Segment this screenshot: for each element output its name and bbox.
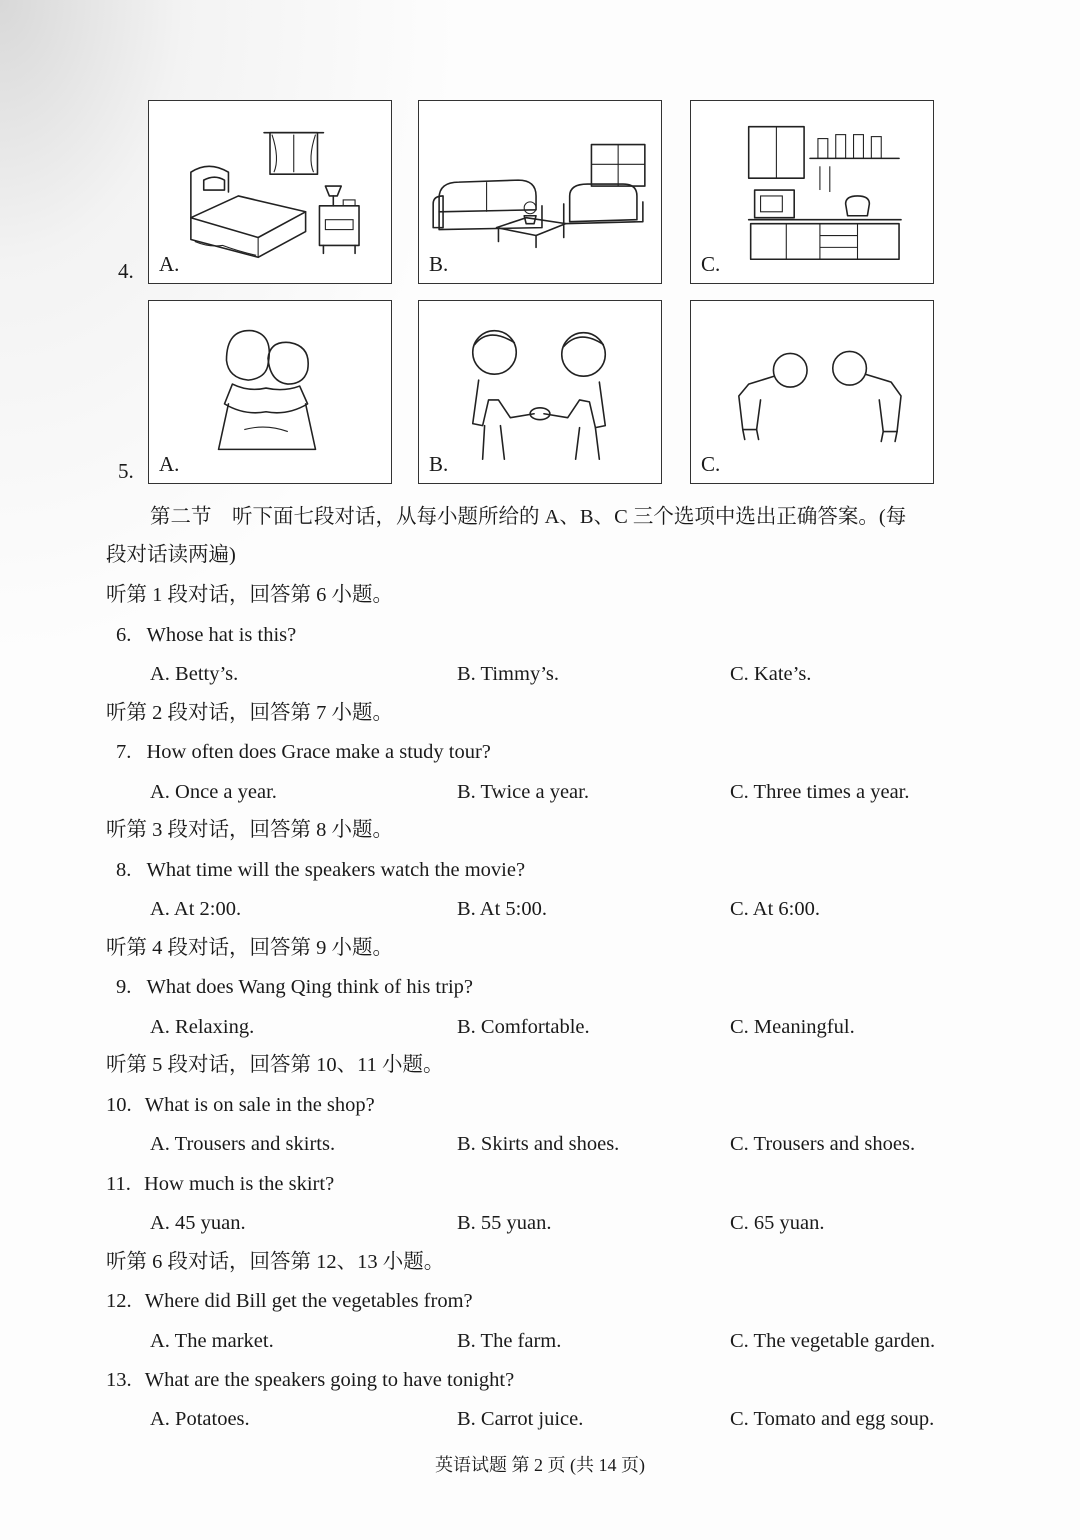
dialogue-instruction: 听第 4 段对话，回答第 9 小题。 — [106, 937, 393, 959]
picture-5b-shaking-hands — [418, 300, 662, 484]
option-label: B. — [429, 252, 449, 276]
question-number: 12. — [106, 1290, 132, 1312]
question-13 — [106, 1370, 514, 1391]
picture-4a-bedroom — [148, 100, 392, 284]
question-4-pictures — [118, 100, 948, 290]
option-c: C. Trousers and shoes. — [730, 1133, 916, 1155]
dialogue-instruction: 听第 3 段对话，回答第 8 小题。 — [106, 819, 393, 841]
question-text: What does Wang Qing think of his trip? — [146, 976, 473, 998]
question-5-pictures — [118, 300, 948, 490]
dialogue-instruction: 听第 5 段对话，回答第 10、11 小题。 — [106, 1054, 444, 1076]
option-a: A. Relaxing. — [150, 1016, 255, 1038]
section-2-instruction: 第二节 听下面七段对话，从每小题所给的 A、B、C 三个选项中选出正确答案。(每 — [150, 506, 907, 528]
question-text: Where did Bill get the vegetables from? — [144, 1290, 473, 1312]
option-b: B. Carrot juice. — [457, 1408, 584, 1430]
living-room-illustration — [419, 101, 661, 283]
option-c: C. Meaningful. — [730, 1016, 855, 1038]
option-b: B. At 5:00. — [457, 898, 547, 920]
bedroom-illustration — [149, 101, 391, 283]
option-b: B. The farm. — [457, 1330, 562, 1352]
question-number: 13. — [106, 1369, 132, 1391]
option-a: A. Betty’s. — [150, 663, 239, 685]
question-5-number: 5. — [118, 459, 134, 483]
question-8 — [116, 860, 525, 881]
option-label: C. — [701, 452, 721, 476]
option-a: A. 45 yuan. — [150, 1212, 246, 1234]
option-c: C. 65 yuan. — [730, 1212, 825, 1234]
page-footer: 英语试题 第 2 页 (共 14 页) — [435, 1455, 645, 1475]
option-label: C. — [701, 252, 721, 276]
question-text: How much is the skirt? — [144, 1173, 335, 1195]
option-c: C. Tomato and egg soup. — [730, 1408, 935, 1430]
question-4-number: 4. — [118, 259, 134, 283]
option-a: A. Potatoes. — [150, 1408, 250, 1430]
bowing-illustration — [691, 301, 933, 483]
option-c: C. Kate’s. — [730, 663, 812, 685]
shaking-hands-illustration — [419, 301, 661, 483]
question-number: 11. — [106, 1173, 131, 1195]
option-label: A. — [159, 252, 180, 276]
picture-5c-bowing — [690, 300, 934, 484]
option-label: A. — [159, 452, 180, 476]
question-12 — [106, 1291, 473, 1312]
option-b: B. 55 yuan. — [457, 1212, 552, 1234]
section-2-instruction-cont: 段对话读两遍) — [106, 544, 236, 566]
question-text: How often does Grace make a study tour? — [146, 741, 491, 763]
dialogue-instruction: 听第 1 段对话，回答第 6 小题。 — [106, 584, 393, 606]
question-text: What time will the speakers watch the movie? — [146, 859, 526, 881]
question-7 — [116, 742, 491, 763]
dialogue-instruction: 听第 2 段对话，回答第 7 小题。 — [106, 702, 393, 724]
question-number: 10. — [106, 1094, 132, 1116]
kitchen-illustration — [691, 101, 933, 283]
question-6 — [116, 625, 296, 646]
option-c: C. The vegetable garden. — [730, 1330, 936, 1352]
option-a: A. Trousers and skirts. — [150, 1133, 336, 1155]
option-b: B. Twice a year. — [457, 781, 589, 803]
question-11 — [106, 1174, 334, 1195]
option-a: A. Once a year. — [150, 781, 277, 803]
option-c: C. At 6:00. — [730, 898, 820, 920]
option-a: A. At 2:00. — [150, 898, 242, 920]
question-text: What is on sale in the shop? — [144, 1094, 375, 1116]
picture-4c-kitchen — [690, 100, 934, 284]
question-number: 7. — [116, 741, 132, 763]
option-a: A. The market. — [150, 1330, 274, 1352]
question-10 — [106, 1095, 375, 1116]
picture-4b-living-room — [418, 100, 662, 284]
question-number: 9. — [116, 976, 132, 998]
dialogue-instruction: 听第 6 段对话，回答第 12、13 小题。 — [106, 1251, 445, 1273]
question-number: 8. — [116, 859, 132, 881]
question-text: What are the speakers going to have tonight? — [144, 1369, 515, 1391]
option-c: C. Three times a year. — [730, 781, 910, 803]
question-9 — [116, 977, 473, 998]
option-b: B. Skirts and shoes. — [457, 1133, 620, 1155]
hugging-illustration — [149, 301, 391, 483]
picture-5a-hugging — [148, 300, 392, 484]
question-number: 6. — [116, 624, 132, 646]
option-label: B. — [429, 452, 449, 476]
option-b: B. Timmy’s. — [457, 663, 559, 685]
option-b: B. Comfortable. — [457, 1016, 590, 1038]
question-text: Whose hat is this? — [146, 624, 297, 646]
